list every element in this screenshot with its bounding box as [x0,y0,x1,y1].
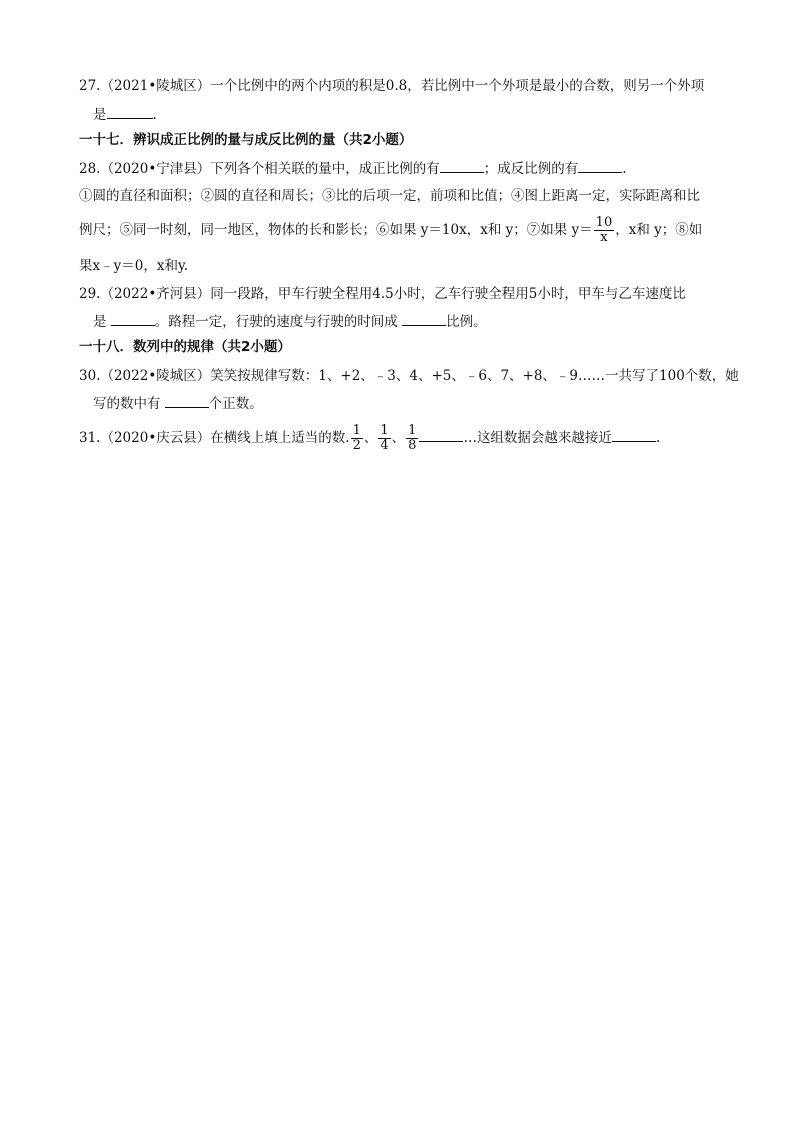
q31-mid: …这组数据会越来越接近 [463,430,612,446]
q28-prefix: 28.（2020•宁津县）下列各个相关联的量中，成正比例的有 [79,161,440,177]
question-28-line-3 [79,216,702,245]
section-18-title-text: 一十八．数列中的规律（共2小题） [79,339,291,355]
q28-options-line-3b: ，x和 y；⑧如 [615,222,703,238]
q28-options-line-2: ①圆的直径和面积；②圆的直径和周长；③比的后项一定，前项和比值；④图上距离一定，实际距离和比 [79,188,700,204]
q30-part-b: 个正数。 [208,396,263,412]
q28-fraction [594,216,615,245]
q30-part-a: 写的数中有 [93,396,165,412]
q29-blank-ratio[interactable] [111,311,155,326]
q28-fraction-numerator: 10 [595,215,613,230]
q28-fraction-denominator: x [600,230,608,245]
q31-fraction-1 [351,424,363,453]
q31-fraction-1-num: 1 [352,423,361,438]
question-27-line-2 [93,104,157,125]
question-29-line-2 [93,311,487,332]
q27-prefix: 是 [93,107,107,123]
q28-suffix: . [622,161,627,177]
q31-fraction-3-den: 8 [408,438,417,453]
question-27-line-1 [79,76,704,96]
q29-part-a: 是 [93,314,111,330]
question-30-line-1 [79,366,739,386]
q28-mid: ；成反比例的有 [483,161,579,177]
q29-part-c: 比例。 [446,314,487,330]
q31-fraction-3-num: 1 [408,423,417,438]
question-28-line-1 [79,158,627,179]
q28-blank-direct[interactable] [440,158,484,173]
q31-fraction-2-den: 4 [380,438,389,453]
section-17-title [79,130,412,150]
q31-blank-limit[interactable] [612,427,656,442]
section-18-title [79,337,291,357]
q31-fraction-2-num: 1 [380,423,389,438]
q28-blank-inverse[interactable] [578,158,622,173]
q31-fraction-1-den: 2 [352,438,361,453]
q31-blank-next[interactable] [419,427,463,442]
q31-sep-1: 、 [363,430,378,446]
question-29-line-1 [79,284,686,304]
q30-text: 30.（2022•陵城区）笑笑按规律写数：1、+2、﹣3、4、+5、﹣6、7、+8、﹣9……一共写了100个数，她 [79,368,739,384]
q29-part-b: 。路程一定，行驶的速度与行驶的时间成 [154,314,403,330]
q30-blank-count[interactable] [165,393,209,408]
q28-options-line-3a: 例尺；⑤同一时刻，同一地区，物体的长和影长；⑥如果 y＝10x，x和 y；⑦如果 y＝ [79,222,593,238]
q29-blank-proportion[interactable] [402,311,446,326]
question-28-line-4 [79,256,188,276]
question-27-text: 27.（2021•陵城区）一个比例中的两个内项的积是0.8，若比例中一个外项是最小的合数，则另一个外项 [79,78,705,94]
q31-suffix: . [655,430,661,446]
question-28-line-2 [79,186,700,206]
q27-answer-blank[interactable] [107,104,153,119]
q27-suffix: . [152,107,157,123]
section-17-title-text: 一十七．辨识成正比例的量与成反比例的量（共2小题） [79,132,413,148]
question-30-line-2 [93,393,263,414]
q31-prefix: 31.（2020•庆云县）在横线上填上适当的数. [79,430,350,446]
q31-sep-2: 、 [391,430,406,446]
q28-options-line-4: 果x﹣y＝0，x和y. [79,258,189,274]
q29-text: 29.（2022•齐河县）同一段路，甲车行驶全程用4.5小时，乙车行驶全程用5小时，甲车与乙车速度比 [79,286,686,302]
q31-fraction-2 [378,424,390,453]
question-31 [79,424,660,453]
q31-fraction-3 [406,424,418,453]
